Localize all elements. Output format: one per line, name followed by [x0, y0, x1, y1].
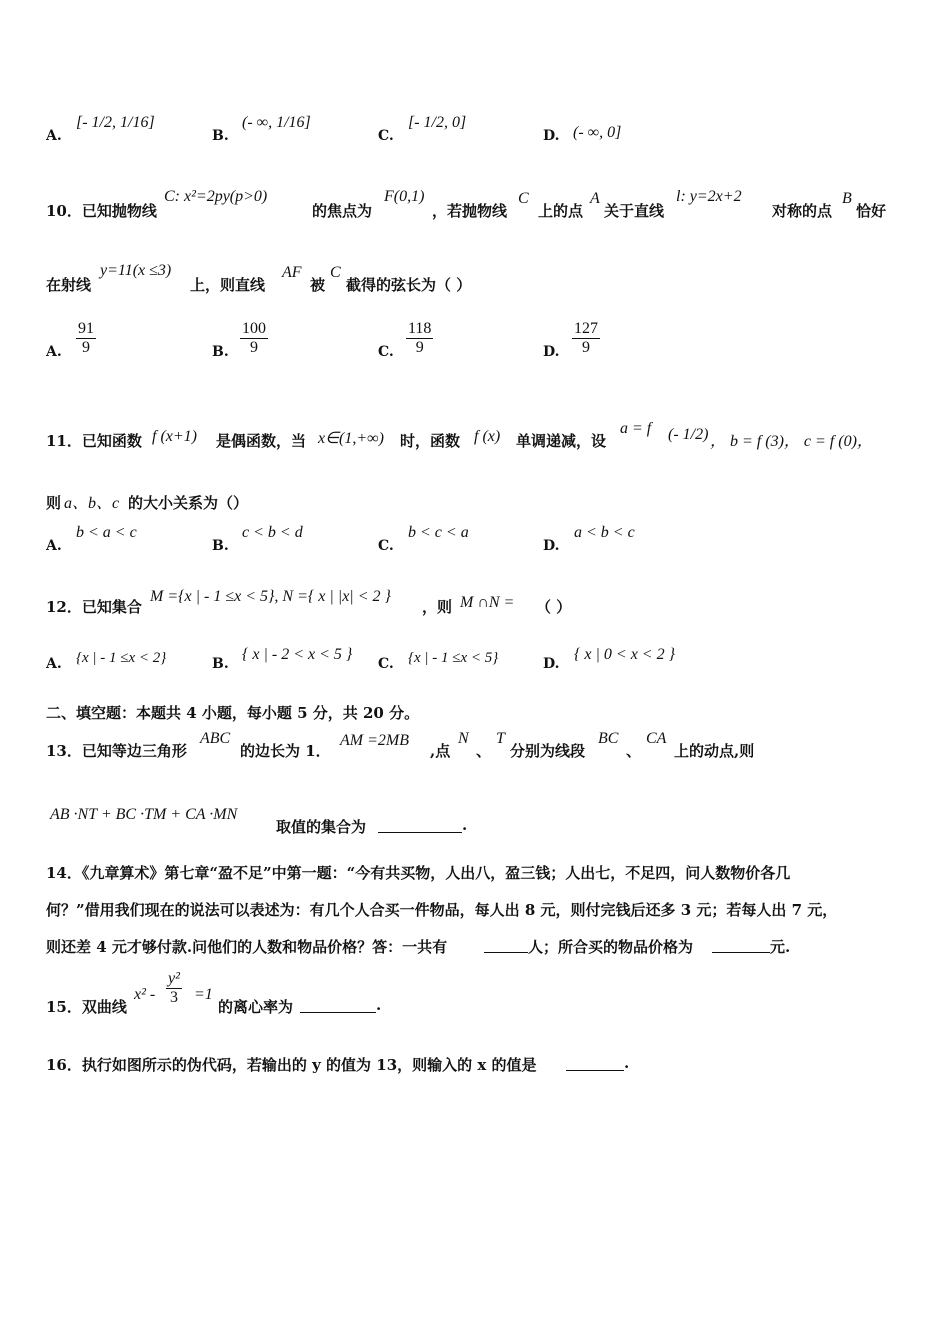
q13-text-6: 、 — [626, 742, 642, 760]
q12-math-sets: M ={x | - 1 ≤x < 5}, N ={ x | |x| < 2 } — [150, 588, 391, 605]
q10-option-c-label: C. — [378, 344, 394, 360]
q13-stem-line1 — [0, 728, 950, 768]
q11-text-6: 的大小关系为（） — [128, 494, 249, 512]
q11-text-5: 则 — [46, 494, 62, 512]
q10-math-line: l: y=2x+2 — [676, 188, 742, 205]
q11-options — [0, 520, 950, 560]
q15-denominator: 3 — [166, 988, 182, 1007]
q10-text-11: 截得的弦长为（ ） — [346, 276, 472, 294]
q14-line-1: 14．《九章算术》第七章“盈不足”中第一题：“今有共买物，人出八，盈三钱；人出七，不足四，问人数物价各几 — [46, 864, 791, 882]
q10-option-b-numerator: 100 — [242, 320, 266, 337]
q10-math-a: A — [590, 190, 600, 207]
q13-text-4: 、 — [476, 742, 492, 760]
q9-option-d-label: D. — [543, 128, 560, 144]
q11-math-fx: f (x) — [474, 428, 501, 445]
q10-option-b-label: B. — [212, 344, 229, 360]
q10-option-b-fraction — [240, 320, 268, 357]
q13-math-am: AM =2MB — [340, 732, 409, 749]
q9-option-d-value: (- ∞, 0] — [573, 124, 622, 141]
q10-text-5: 关于直线 — [604, 202, 665, 220]
q12-option-c-value: {x | - 1 ≤x < 5} — [408, 650, 499, 666]
q10-text-1: 10．已知抛物线 — [46, 202, 157, 220]
q11-math-fx1: f (x+1) — [152, 428, 197, 445]
q12-option-b-value: { x | - 2 < x < 5 } — [242, 646, 353, 663]
q10-option-d-numerator: 127 — [574, 320, 598, 337]
q14-text-3a: 则还差 4 元才够付款.问他们的人数和物品价格？答：一共有 — [46, 938, 448, 956]
q14-text-3b: 人；所合买的物品价格为 — [528, 938, 694, 956]
q11-option-a-label: A. — [46, 538, 62, 554]
q9-option-a-value: [- 1/2, 1/16] — [76, 114, 155, 131]
q12-option-a-label: A. — [46, 656, 62, 672]
q10-stem-line1 — [0, 188, 950, 228]
q14-people-blank[interactable] — [484, 938, 528, 953]
q15-text-1: 15．双曲线 — [46, 998, 127, 1016]
q10-stem-line2 — [0, 262, 950, 302]
q10-option-b-denominator: 9 — [240, 338, 268, 357]
q12-text-2: ，则 — [422, 598, 453, 616]
section-2-heading: 二、填空题：本题共 4 小题，每小题 5 分，共 20 分。 — [46, 704, 420, 722]
q13-text-1: 13．已知等边三角形 — [46, 742, 187, 760]
q10-text-2: 的焦点为 — [312, 202, 373, 220]
q12-stem — [0, 584, 950, 624]
q9-options — [0, 108, 950, 148]
q11-option-a-value: b < a < c — [76, 524, 137, 541]
q11-math-abc: a、b、c — [64, 495, 120, 512]
q11-option-b-value: c < b < d — [242, 524, 303, 541]
q12-option-d-value: { x | 0 < x < 2 } — [574, 646, 675, 663]
q9-option-c-value: [- 1/2, 0] — [408, 114, 467, 131]
q13-math-n: N — [458, 730, 469, 747]
q10-text-3: ，若抛物线 — [432, 202, 508, 220]
q10-text-9: 上，则直线 — [190, 276, 266, 294]
q13-stem-line2 — [0, 804, 950, 844]
q13-math-ca: CA — [646, 730, 667, 747]
q13-text-8: 取值的集合为 — [276, 818, 367, 836]
q11-stem-line2 — [0, 484, 950, 524]
q15-stem — [0, 970, 950, 1016]
q13-text-2: 的边长为 1． — [240, 742, 331, 760]
q15-numerator: y² — [168, 970, 180, 987]
q12-option-d-label: D. — [543, 656, 560, 672]
q14-line-3 — [0, 934, 950, 974]
q13-text-3: ,点 — [430, 742, 451, 760]
q10-option-a-numerator: 91 — [78, 320, 94, 337]
q11-text-3: 时，函数 — [400, 432, 461, 450]
q13-text-5: 分别为线段 — [510, 742, 586, 760]
q10-text-8: 在射线 — [46, 276, 92, 294]
q11-text-4: 单调递减，设 — [516, 432, 607, 450]
q10-text-6: 对称的点 — [772, 202, 833, 220]
q10-math-ray: y=11(x ≤3) — [100, 262, 172, 279]
q15-answer-blank[interactable] — [300, 998, 376, 1013]
q11-option-c-value: b < c < a — [408, 524, 469, 541]
q11-math-domain: x∈(1,+∞) — [318, 430, 384, 447]
q15-text-3: . — [376, 996, 382, 1014]
q10-text-4: 上的点 — [538, 202, 584, 220]
q10-option-d-denominator: 9 — [572, 338, 600, 357]
q11-math-a-arg: (- 1/2) — [668, 426, 709, 443]
q9-option-b-label: B. — [212, 128, 229, 144]
q12-math-intersection: M ∩N = — [460, 594, 515, 611]
q10-option-d-label: D. — [543, 344, 560, 360]
q14-line-2: 何？”借用我们现在的说法可以表述为：有几个人合买一件物品，每人出 8 元，则付完钱后还多 3 元；若每人出 7 元， — [46, 901, 838, 919]
q10-option-c-numerator: 118 — [408, 320, 432, 337]
q14-text-3c: 元. — [770, 938, 791, 956]
q13-math-expression: AB ·NT + BC ·TM + CA ·MN — [50, 806, 238, 823]
q12-option-b-label: B. — [212, 656, 229, 672]
q13-text-9: . — [462, 816, 468, 834]
q10-option-c-denominator: 9 — [406, 338, 433, 357]
q12-text-3: （ ） — [536, 598, 572, 616]
q10-math-parabola: C: x²=2py(p>0) — [164, 188, 268, 205]
q10-math-c2: C — [330, 264, 341, 281]
q11-math-a: a = f — [620, 420, 652, 437]
q13-math-t: T — [496, 730, 505, 747]
q16-answer-blank[interactable] — [566, 1056, 624, 1071]
q15-math-eq: =1 — [194, 986, 213, 1003]
q11-option-b-label: B. — [212, 538, 229, 554]
q13-math-abc: ABC — [200, 730, 231, 747]
q10-math-b: B — [842, 190, 852, 207]
q16-text-2: . — [624, 1054, 630, 1072]
q10-option-a-label: A. — [46, 344, 62, 360]
q10-math-af: AF — [282, 264, 302, 281]
q13-answer-blank[interactable] — [378, 818, 462, 833]
q16-stem — [0, 1052, 950, 1092]
q11-option-d-label: D. — [543, 538, 560, 554]
q9-option-a-label: A. — [46, 128, 62, 144]
q10-option-c-fraction — [406, 320, 433, 357]
q10-option-d-fraction — [572, 320, 600, 357]
q12-options — [0, 640, 950, 680]
q15-fraction — [166, 970, 182, 1007]
q11-stem-line1 — [0, 420, 950, 460]
q12-option-c-label: C. — [378, 656, 394, 672]
q10-math-focus: F(0,1) — [384, 188, 425, 205]
q12-option-a-value: {x | - 1 ≤x < 2} — [76, 650, 167, 666]
q11-math-bc: ， b = f (3)， c = f (0)， — [710, 433, 873, 450]
q15-math-x2: x² - — [134, 986, 156, 1003]
q12-text-1: 12．已知集合 — [46, 598, 142, 616]
q9-option-b-value: (- ∞, 1/16] — [242, 114, 311, 131]
q9-option-c-label: C. — [378, 128, 394, 144]
q10-option-a-fraction — [76, 320, 96, 357]
q11-option-c-label: C. — [378, 538, 394, 554]
q11-text-2: 是偶函数，当 — [216, 432, 307, 450]
q15-text-2: 的离心率为 — [218, 998, 294, 1016]
q10-text-7: 恰好 — [856, 202, 887, 220]
q11-option-d-value: a < b < c — [574, 524, 635, 541]
q10-option-a-denominator: 9 — [76, 338, 96, 357]
q11-text-1: 11．已知函数 — [46, 432, 142, 450]
q14-price-blank[interactable] — [712, 938, 770, 953]
q10-math-c: C — [518, 190, 529, 207]
q10-text-10: 被 — [310, 276, 326, 294]
q13-text-7: 上的动点,则 — [674, 742, 755, 760]
q13-math-bc: BC — [598, 730, 619, 747]
q10-options — [0, 320, 950, 360]
q16-text-1: 16．执行如图所示的伪代码，若输出的 y 的值为 13，则输入的 x 的值是 — [46, 1056, 537, 1074]
